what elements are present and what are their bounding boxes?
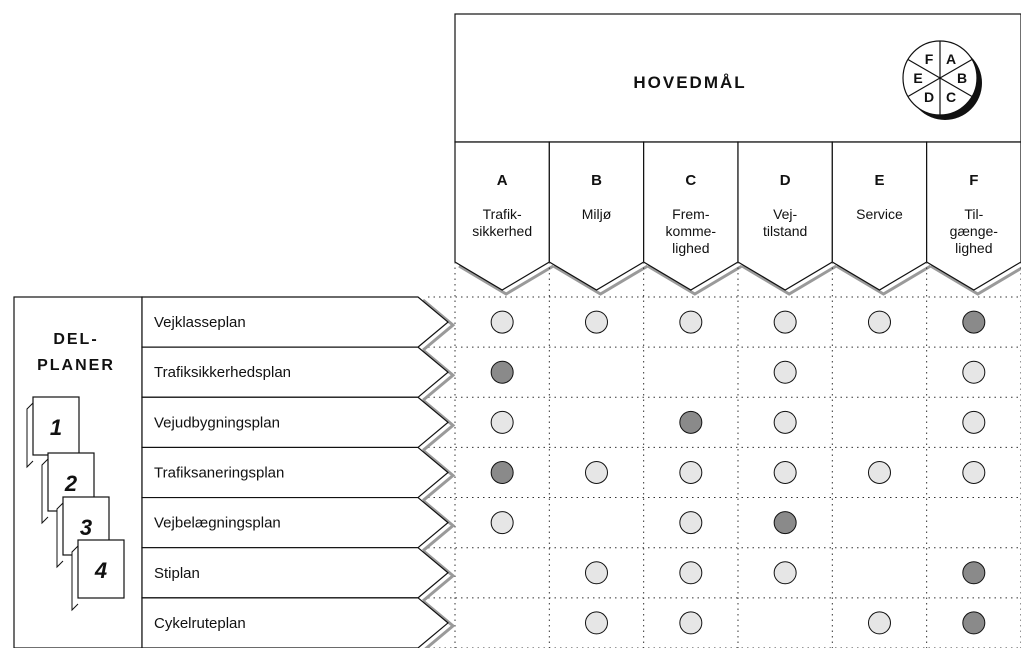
goal-label-line: Service <box>856 206 903 222</box>
cell-marker-light <box>491 411 513 433</box>
book-spine <box>42 459 48 523</box>
cell-marker-light <box>680 612 702 634</box>
goal-letter: F <box>969 172 979 189</box>
cell-marker-light <box>963 461 985 483</box>
goal-column-a <box>455 142 553 294</box>
pie-letter-a: A <box>945 50 957 67</box>
book-spine <box>72 546 78 610</box>
goal-letter: E <box>874 172 885 189</box>
plan-name: Trafiksaneringsplan <box>154 464 285 482</box>
goal-label-line: Frem- <box>672 206 710 222</box>
cell-marker-dark <box>680 411 702 433</box>
header-title: HOVEDMÅL <box>633 73 747 92</box>
sidebar-title-line-1: DEL- <box>53 331 99 348</box>
plan-name: Vejbelægningsplan <box>154 514 281 532</box>
goal-column-b <box>549 142 647 294</box>
goal-letter: A <box>496 172 508 189</box>
goal-label-line: Miljø <box>581 206 612 222</box>
cell-marker-light <box>680 461 702 483</box>
cell-marker-light <box>491 512 513 534</box>
cell-marker-light <box>868 461 890 483</box>
pie-letter-c: C <box>945 89 957 106</box>
cell-marker-light <box>868 612 890 634</box>
cell-marker-dark <box>491 361 513 383</box>
cell-marker-light <box>585 612 607 634</box>
goal-column-e <box>832 142 930 294</box>
cell-marker-dark <box>963 311 985 333</box>
pie-letter-f: F <box>924 50 934 67</box>
plan-row <box>142 548 453 601</box>
goal-column-d <box>738 142 836 294</box>
cell-marker-light <box>680 311 702 333</box>
goal-label-line: gænge- <box>949 223 998 239</box>
goal-label-line: Vej- <box>773 206 798 222</box>
matrix-grid <box>428 262 1021 648</box>
cell-marker-light <box>585 311 607 333</box>
pie-letter-d: D <box>923 89 935 106</box>
plan-row <box>142 598 453 648</box>
cell-marker-light <box>585 461 607 483</box>
plan-name: Vejklasseplan <box>154 314 246 332</box>
goal-label-line: Trafik- <box>482 206 522 222</box>
cell-marker-dark <box>963 612 985 634</box>
book-number: 3 <box>79 515 93 540</box>
book-number: 4 <box>94 558 108 583</box>
goal-label-line: lighed <box>955 240 993 256</box>
cell-marker-light <box>680 512 702 534</box>
plan-name: Cykelruteplan <box>154 614 246 632</box>
cell-marker-light <box>774 411 796 433</box>
cell-marker-light <box>963 361 985 383</box>
plan-name: Stiplan <box>154 564 200 582</box>
goal-column-c <box>644 142 742 294</box>
main-goals-header <box>455 14 1021 142</box>
pie-letter-b: B <box>956 70 968 86</box>
plan-row <box>142 397 453 450</box>
goal-letter: C <box>685 172 697 189</box>
cell-marker-light <box>585 562 607 584</box>
cell-marker-light <box>491 311 513 333</box>
goal-column-f <box>927 142 1021 294</box>
cell-marker-light <box>963 411 985 433</box>
subplans-sidebar <box>14 297 142 648</box>
goal-label-line: sikkerhed <box>472 223 533 239</box>
cell-marker-light <box>774 461 796 483</box>
plan-row <box>142 447 453 500</box>
book-number: 1 <box>49 415 63 440</box>
cell-marker-dark <box>963 562 985 584</box>
plan-row <box>142 297 453 350</box>
plan-row <box>142 347 453 400</box>
cell-marker-light <box>774 311 796 333</box>
goal-label-line: lighed <box>672 240 710 256</box>
cell-marker-light <box>868 311 890 333</box>
plan-row <box>142 498 453 551</box>
goal-letter: B <box>591 172 602 189</box>
goal-label-line: tilstand <box>762 223 808 239</box>
cell-marker-light <box>774 361 796 383</box>
book-spine <box>27 403 33 467</box>
pie-letter-e: E <box>913 70 923 86</box>
plan-name: Trafiksikkerhedsplan <box>154 364 291 382</box>
book-spine <box>57 503 63 567</box>
goal-label-line: Til- <box>964 206 984 222</box>
cell-marker-dark <box>491 461 513 483</box>
sidebar-title-line-2: PLANER <box>37 357 115 374</box>
book-number: 2 <box>64 471 78 496</box>
plan-rows <box>142 297 453 648</box>
cell-marker-light <box>774 562 796 584</box>
plan-name: Vejudbygningsplan <box>154 414 280 432</box>
cell-marker-dark <box>774 512 796 534</box>
goal-letter: D <box>779 172 791 189</box>
goal-columns <box>455 142 1021 294</box>
goal-label-line: komme- <box>665 223 717 239</box>
cell-marker-light <box>680 562 702 584</box>
